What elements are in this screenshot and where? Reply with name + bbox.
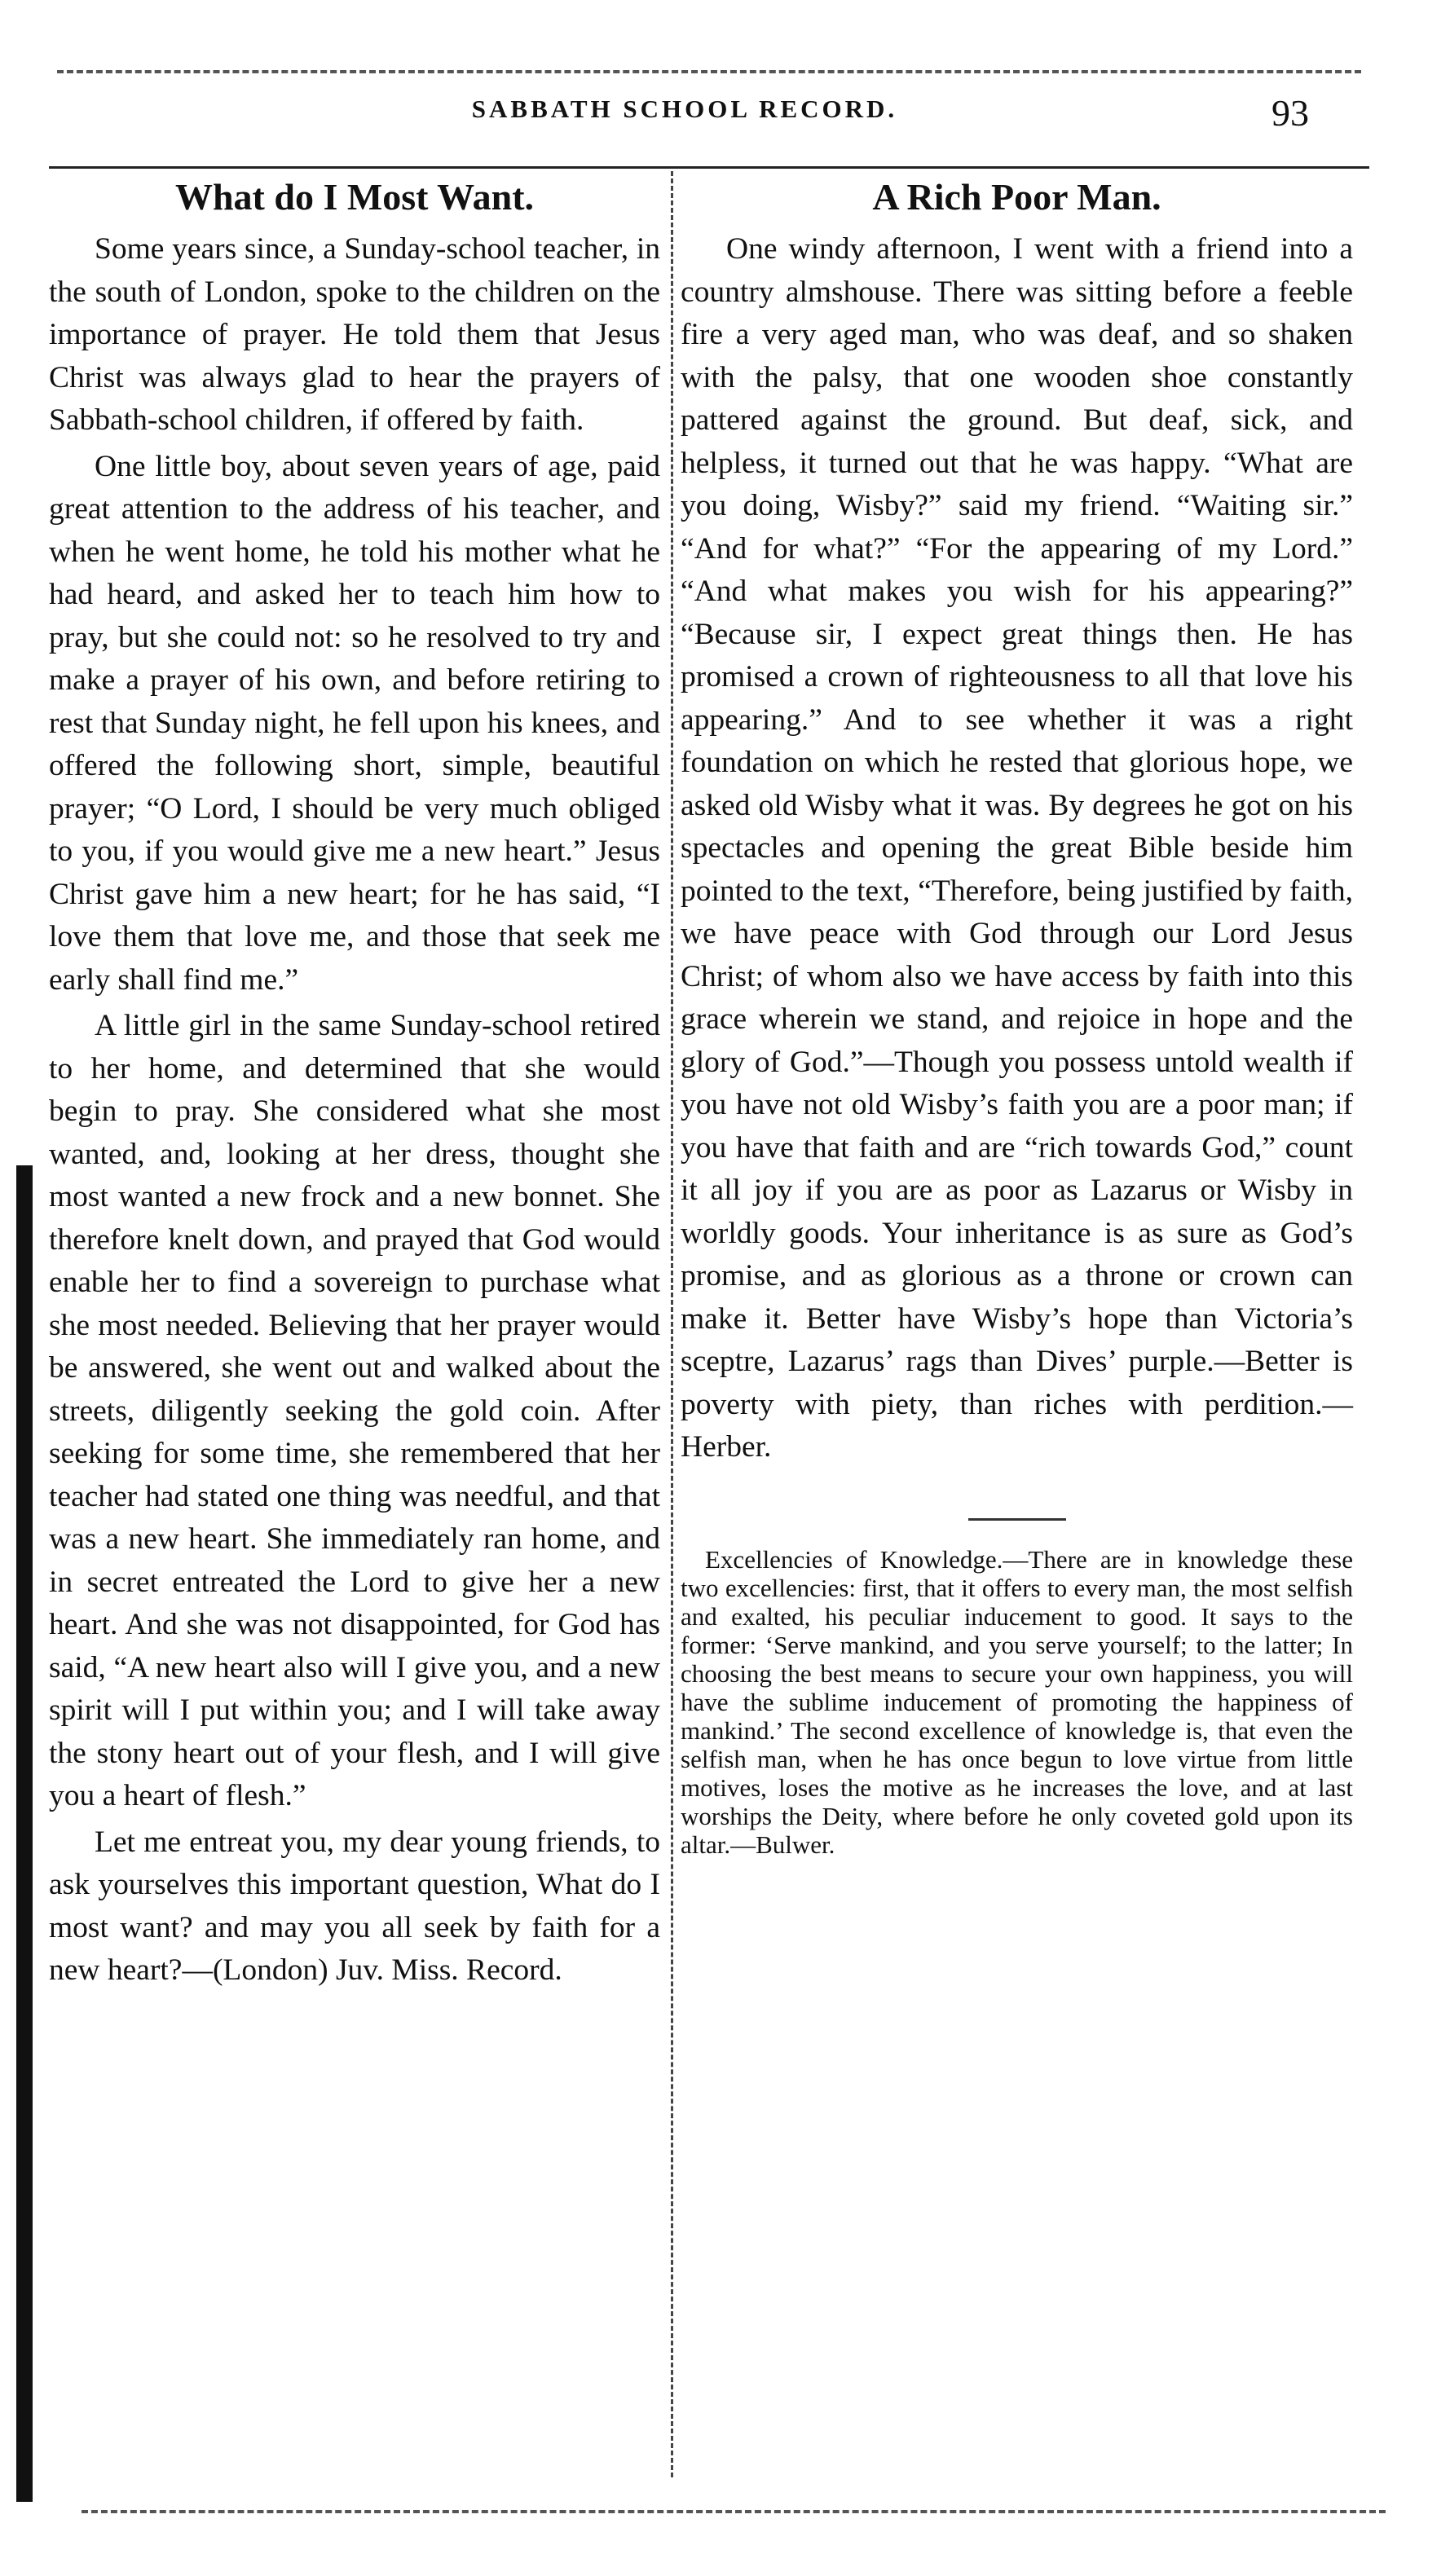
- left-paragraph-2: One little boy, about seven years of age, paid great attention to the address of his teacher, and when he went home, he told his mother what he had heard, and asked her to teach him how to pray, but she could not: so he resolved to try and make a prayer of his own, and before retiring to rest that Sunday night, he fell upon his knees, and offered the following short, simple, beautiful prayer; “O Lord, I should be very much obliged to you, if you would give me a new heart.” Jesus Christ gave him a new heart; for he has said, “I love them that love me, and those that seek me early shall find me.”: [49, 449, 660, 997]
- running-title: SABBATH SCHOOL RECORD.: [471, 95, 898, 123]
- column-divider: [671, 171, 673, 2477]
- right-column: [681, 173, 1353, 1859]
- knowledge-note: Excellencies of Knowledge.—There are in knowledge these two excellencies: first, that it offers to every man, the most selfish and exalted, his peculiar inducement to good. It says to the former: ‘Serve mankind, and you serve yourself; to the latter; In choosing the best means to secure your own happiness, you will have the sublime inducement of promoting the happiness of mankind.’ The second excellence of knowledge is, that even the selfish man, when he has once begun to love virtue from little motives, loses the motive as he increases the love, and at last worships the Deity, where before he only coveted gold upon its altar.—Bulwer.: [681, 1544, 1353, 1859]
- page-header: [0, 91, 1450, 140]
- left-paragraph-4: Let me entreat you, my dear young friends, to ask yourselves this important question, What do I most want? and may you all seek by faith for a new heart?—(London) Juv. Miss. Record.: [49, 1825, 660, 1987]
- bottom-rule: [82, 2510, 1386, 2513]
- left-paragraph-3: A little girl in the same Sunday-school retired to her home, and determined that she would begin to pray. She considered what she most wanted, and, looking at her dress, thought she most wanted a new frock and a new bonnet. She therefore knelt down, and prayed that God would enable her to find a sovereign to purchase what she most needed. Believing that her prayer would be answered, she went out and walked about the streets, diligently seeking the gold coin. After seeking for some time, she remembered that her teacher had stated one thing was needful, and that was a new heart. She immediately ran home, and in secret entreated the Lord to give her a new heart. And she was not disappointed, for God has said, “A new heart also will I give you, and a new spirit will I put within you; and I will take away the stony heart out of your flesh, and I will give you a heart of flesh.”: [49, 1009, 660, 1812]
- left-article-title: What do I Most Want.: [174, 176, 535, 218]
- top-rule: [57, 70, 1361, 73]
- header-rule: [49, 166, 1369, 169]
- binding-shadow: [16, 1165, 33, 2502]
- right-paragraph-1: One windy afternoon, I went with a friend into a country almshouse. There was sitting before a feeble fire a very aged man, who was deaf, and so shaken with the palsy, that one wooden shoe constantly pattered against the ground. But deaf, sick, and helpless, it turned out that he was happy. “What are you doing, Wisby?” said my friend. “Waiting sir.” “And for what?” “For the appearing of my Lord.” “And what makes you wish for his appearing?” “Because sir, I expect great things then. He has promised a crown of righteousness to all that love his appearing.” And to see whether it was a right foundation on which he rested that glorious hope, we asked old Wisby what it was. By degrees he got on his spectacles and opening the great Bible beside him pointed to the text, “Therefore, being justified by faith, we have peace with God through our Lord Jesus Christ; of whom also we have access by faith into this grace wherein we stand, and rejoice in hope and the glory of God.”—Though you possess untold wealth if you have not old Wisby’s faith you are a poor man; if you have that faith and are “rich towards God,” count it all joy if you are as poor as Lazarus or Wisby in worldly goods. Your inheritance is as sure as God’s promise, and as glorious as a throne or crown can make it. Better have Wisby’s hope than Victoria’s sceptre, Lazarus’ rags than Dives’ purple.—Better is poverty with piety, than riches with perdition.—Herber.: [681, 232, 1353, 1464]
- left-paragraph-1: Some years since, a Sunday-school teacher, in the south of London, spoke to the children on the importance of prayer. He told them that Jesus Christ was always glad to hear the prayers of Sabbath-school children, if offered by faith.: [49, 232, 660, 437]
- note-separator: [968, 1518, 1066, 1521]
- left-column: [49, 173, 660, 1996]
- right-article-title: A Rich Poor Man.: [872, 176, 1161, 218]
- page-number: 93: [1272, 92, 1309, 134]
